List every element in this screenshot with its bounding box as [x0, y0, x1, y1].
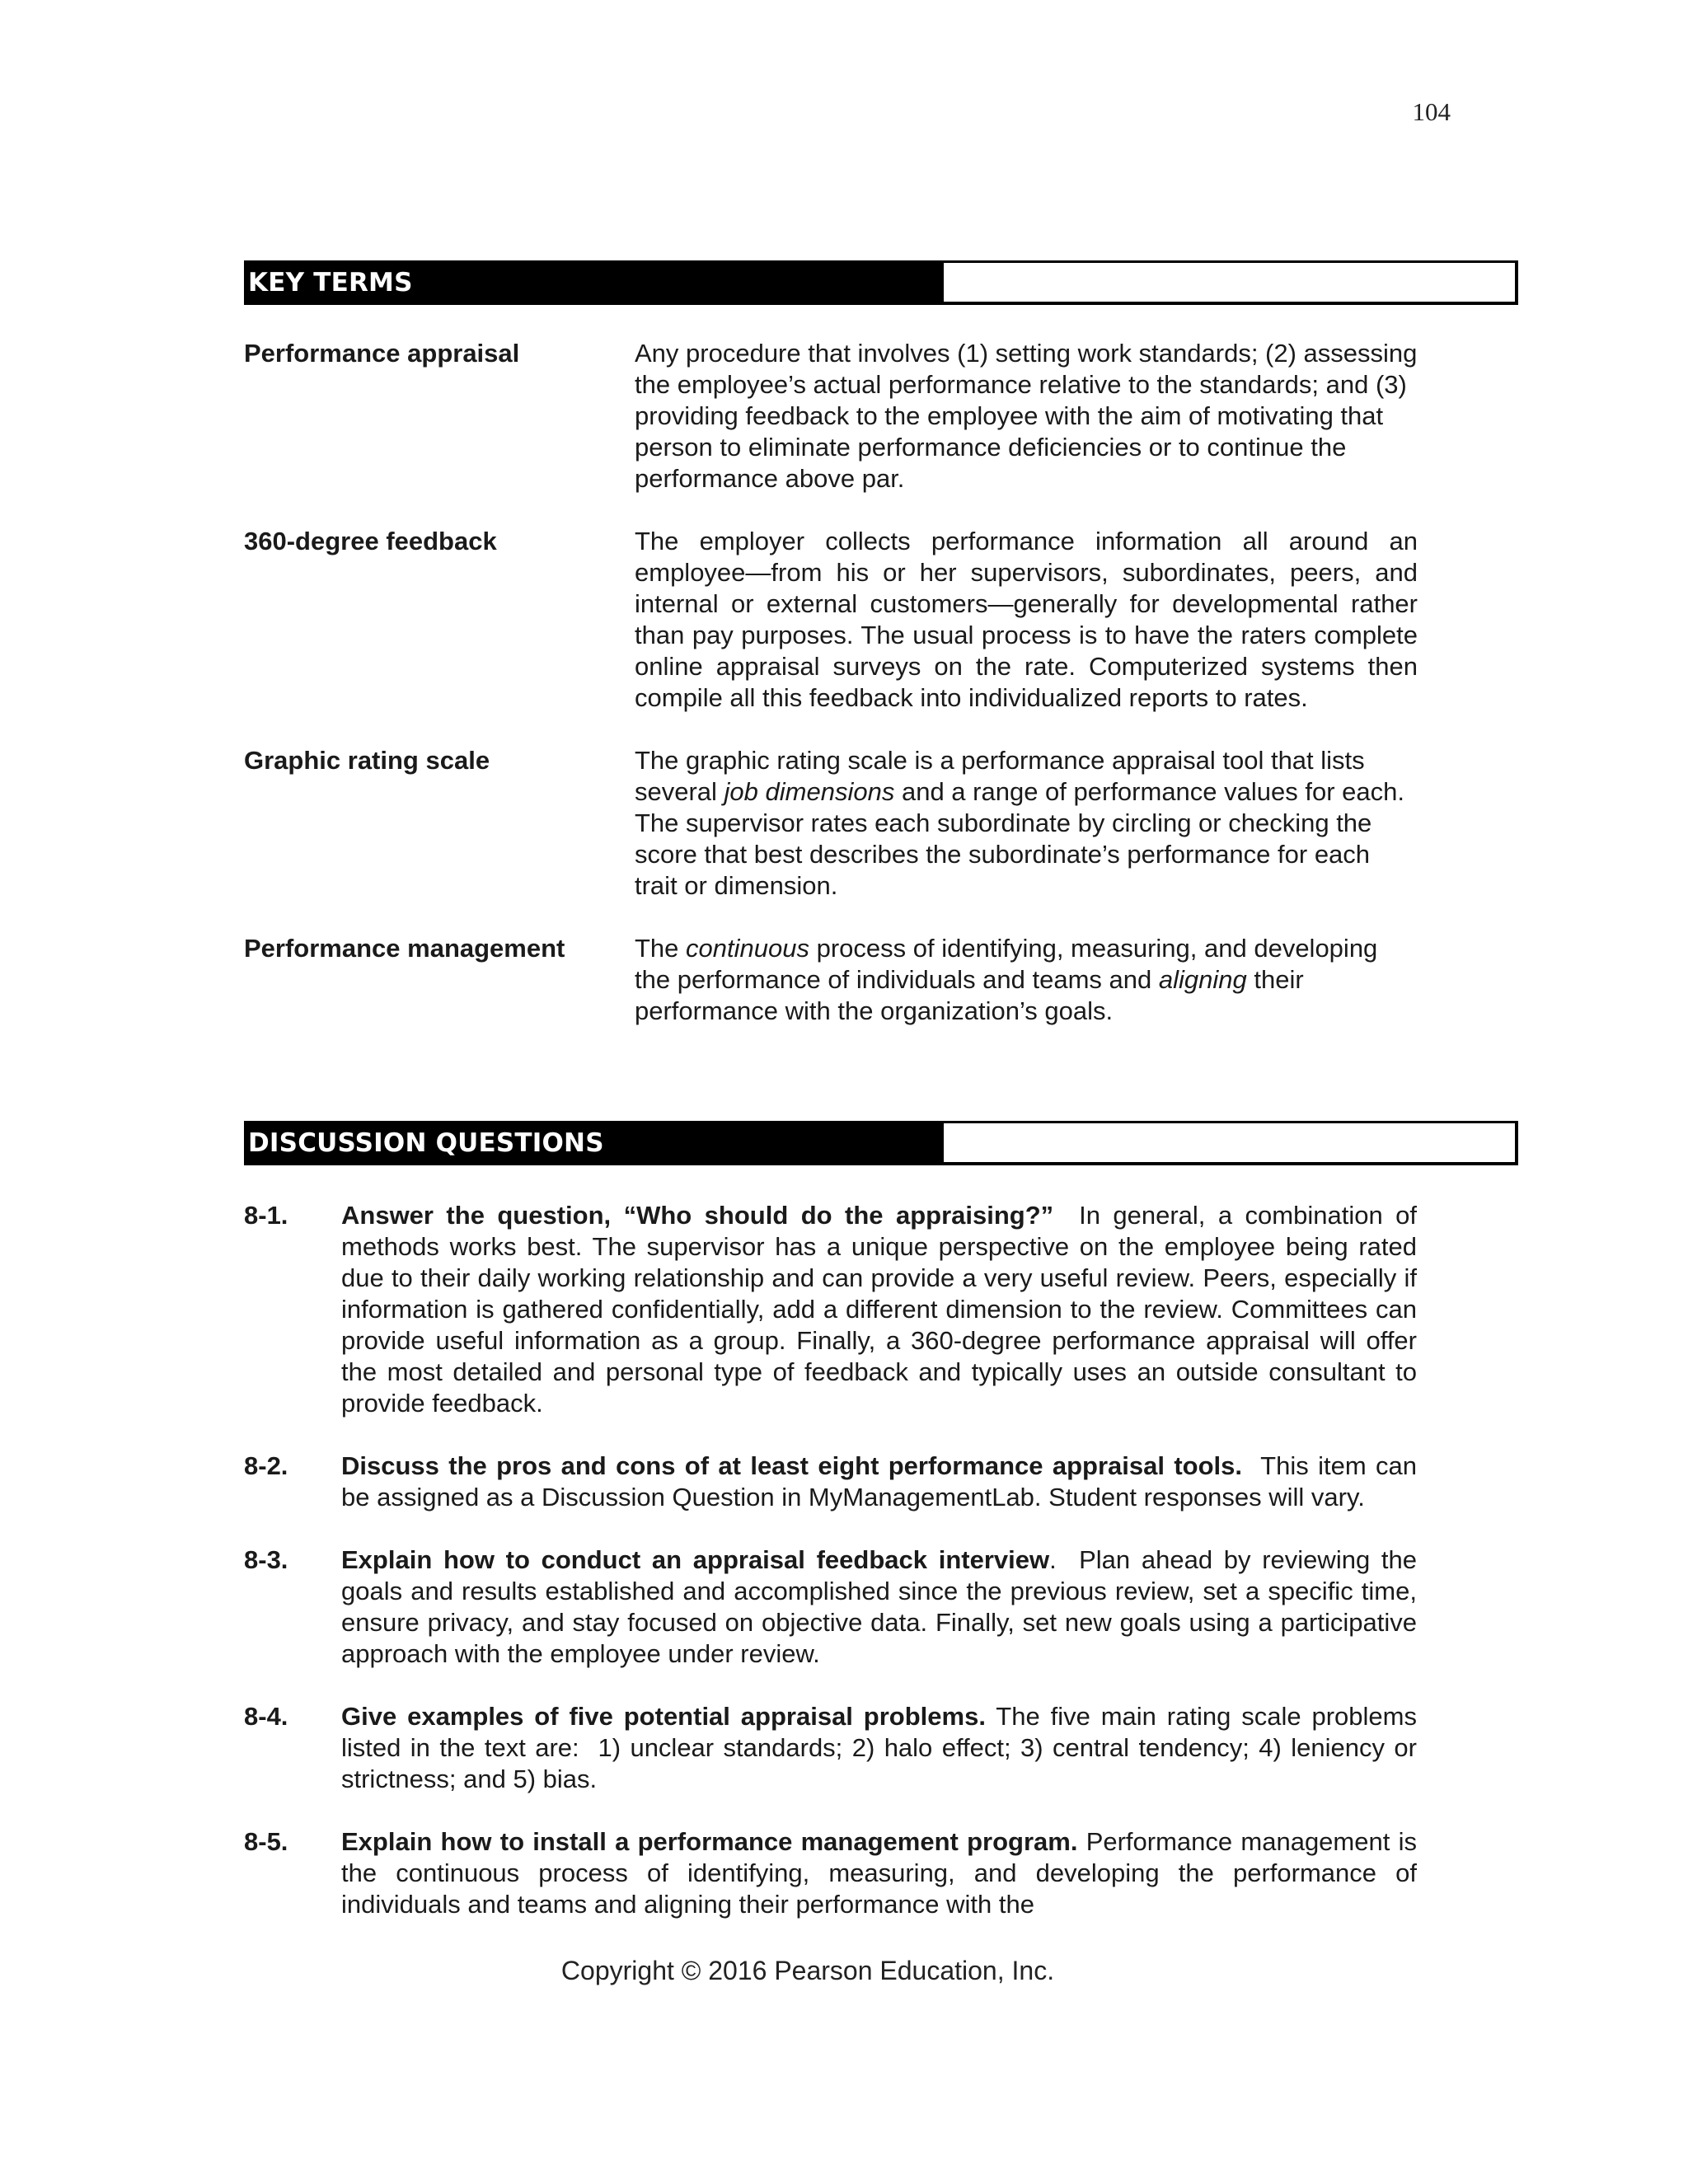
- term-definition: The graphic rating scale is a performance appraisal tool that lists several job dimensions and a range of performance values for each. The supervisor rates each subordinate by circling or checking the score that best describes the subordinate’s performance for each trait or dimension.: [635, 746, 1404, 900]
- question-number: 8-1.: [244, 1201, 288, 1230]
- term-name: Performance appraisal: [244, 339, 520, 368]
- question-body: Discuss the pros and cons of at least eight performance appraisal tools. This item can be assigned as a Discussion Question in MyManagementLab. Student responses will vary.: [341, 1451, 1424, 1511]
- key-terms-list: [244, 338, 1418, 1058]
- term-name: Graphic rating scale: [244, 746, 490, 775]
- discussion-questions-header-bar: [244, 1121, 1518, 1165]
- key-term-360-degree-feedback: [244, 526, 1418, 714]
- term-name: Performance management: [244, 934, 565, 963]
- question-body: Answer the question, “Who should do the appraising?” In general, a combination of methods works best. The supervisor has a unique perspective on the employee being rated due to their daily working relationship and can provide a very useful review. Peers, especially if information is gathered confidentially, add a different dimension to the review. Committees can provide useful information as a group. Finally, a 360-degree performance appraisal will offer the most detailed and personal type of feedback and typically uses an outside consultant to provide feedback.: [341, 1201, 1424, 1418]
- question-number: 8-2.: [244, 1451, 288, 1480]
- term-name: 360-degree feedback: [244, 527, 497, 555]
- question-number: 8-4.: [244, 1702, 288, 1731]
- question-body: Give examples of five potential appraisal problems. The five main rating scale problems listed in the text are: 1) unclear standards; 2) halo effect; 3) central tendency; 4) leniency or strictness; and 5) bias.: [341, 1702, 1424, 1793]
- question-8-4: [244, 1701, 1424, 1795]
- term-definition: Any procedure that involves (1) setting work standards; (2) assessing the employee’s actual performance relative to the standards; and (3) providing feedback to the employee with the aim of motivating that person to eliminate performance deficiencies or to continue the performance above par.: [635, 339, 1418, 493]
- term-definition: The employer collects performance information all around an employee—from his or her supervisors, subordinates, peers, and internal or external customers—generally for developmental rather than pay purposes. The usual process is to have the raters complete online appraisal surveys on the rate. Computerized systems then compile all this feedback into individualized reports to rates.: [635, 527, 1418, 712]
- question-8-5: [244, 1826, 1424, 1920]
- discussion-questions-heading: DISCUSSION QUESTIONS: [246, 1123, 944, 1162]
- page-number: 104: [1412, 97, 1451, 126]
- question-8-1: [244, 1200, 1424, 1419]
- key-term-performance-appraisal: [244, 338, 1418, 494]
- key-term-performance-management: [244, 933, 1418, 1027]
- key-term-graphic-rating-scale: [244, 745, 1418, 902]
- question-number: 8-3.: [244, 1545, 288, 1574]
- copyright-footer: Copyright © 2016 Pearson Education, Inc.: [560, 1956, 1055, 1985]
- discussion-questions-list: [244, 1200, 1424, 1952]
- question-8-3: [244, 1544, 1424, 1670]
- key-terms-header-bar: [244, 260, 1518, 305]
- question-body: Explain how to conduct an appraisal feedback interview. Plan ahead by reviewing the goals and results established and accomplished since the previous review, set a specific time, ensure privacy, and stay focused on objective data. Finally, set new goals using a participative approach with the employee under review.: [341, 1545, 1424, 1668]
- question-body: Explain how to install a performance management program. Performance management is the continuous process of identifying, measuring, and developing the performance of individuals and teams and aligning their performance with the: [341, 1827, 1424, 1919]
- key-terms-heading: KEY TERMS: [246, 263, 944, 302]
- term-definition: The continuous process of identifying, measuring, and developing the performance of individuals and teams and aligning their performance with the organization’s goals.: [635, 934, 1378, 1025]
- question-number: 8-5.: [244, 1827, 288, 1856]
- question-8-2: [244, 1451, 1424, 1513]
